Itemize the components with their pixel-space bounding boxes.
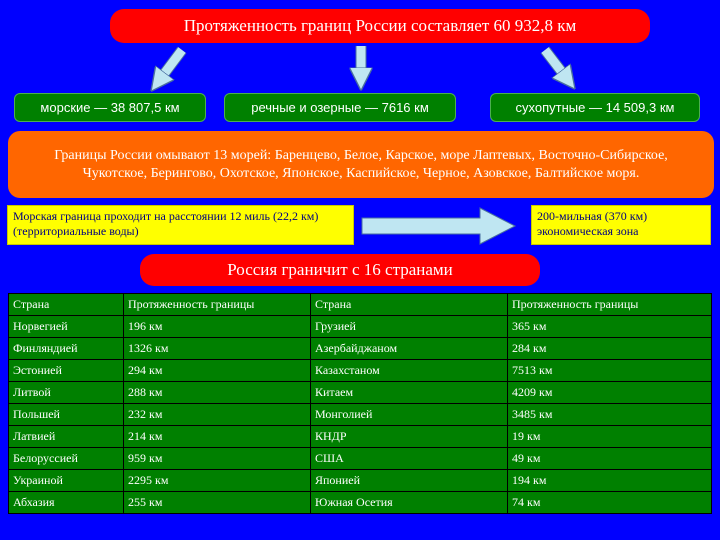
economic-zone-note [531,205,711,245]
table-row [9,338,712,360]
table-row [9,492,712,514]
sea-border-note-text: Морская граница проходит на расстоянии 12 миль (22,2 км) (территориальные воды) [13,209,319,238]
length-cell: 49 км [508,448,712,470]
sea-border-note [7,205,354,245]
length-cell: 7513 км [508,360,712,382]
country-cell: Норвегией [9,316,124,338]
length-cell: 232 км [124,404,311,426]
length-cell: 196 км [124,316,311,338]
length-cell: 3485 км [508,404,712,426]
length-cell: 288 км [124,382,311,404]
table-row [9,382,712,404]
header-cell-country: Страна [311,294,508,316]
table-row [9,360,712,382]
header-cell-length: Протяженность границы [124,294,311,316]
border-length-table [8,293,712,514]
country-cell: Белоруссией [9,448,124,470]
table-row [9,404,712,426]
country-cell: Абхазия [9,492,124,514]
seas-box [8,131,714,198]
length-cell: 294 км [124,360,311,382]
seas-text: Границы России омывают 13 морей: Баренцево, Белое, Карское, море Лаптевых, Восточно-Сибирское, Чукотское, Берингово, Охотское, Японское, Каспийское, Черное, Азовское, Балтийское моря. [54,147,668,181]
sea-border-box [14,93,206,122]
arrow-to-land-icon [545,50,568,80]
table-row [9,426,712,448]
country-cell: Казахстаном [311,360,508,382]
country-cell: Японией [311,470,508,492]
table-header-row [9,294,712,316]
header-cell-length: Протяженность границы [508,294,712,316]
country-cell: Грузией [311,316,508,338]
country-cell: Латвией [9,426,124,448]
country-cell: Литвой [9,382,124,404]
arrow-to-sea-icon [158,50,182,82]
neighbors-heading-text: Россия граничит с 16 странами [227,260,453,279]
country-cell: Украиной [9,470,124,492]
header-cell-country: Страна [9,294,124,316]
length-cell: 2295 км [124,470,311,492]
length-cell: 1326 км [124,338,311,360]
country-cell: Монголией [311,404,508,426]
length-cell: 284 км [508,338,712,360]
country-cell: США [311,448,508,470]
country-cell: Финляндией [9,338,124,360]
title-text: Протяженность границ России составляет 60 932,8 км [183,16,577,35]
country-cell: Китаем [311,382,508,404]
country-cell: Эстонией [9,360,124,382]
length-cell: 214 км [124,426,311,448]
length-cell: 4209 км [508,382,712,404]
length-cell: 255 км [124,492,311,514]
length-cell: 19 км [508,426,712,448]
length-cell: 365 км [508,316,712,338]
country-cell: Азербайджаном [311,338,508,360]
neighbors-heading [140,254,540,286]
length-cell: 74 км [508,492,712,514]
length-cell: 194 км [508,470,712,492]
economic-zone-note-text: 200-мильная (370 км) экономическая зона [537,209,648,238]
country-cell: КНДР [311,426,508,448]
sea-border-label: морские — 38 807,5 км [40,100,180,115]
country-cell: Польшей [9,404,124,426]
river-border-box [224,93,456,122]
river-border-label: речные и озерные — 7616 км [251,100,429,115]
land-border-box [490,93,700,122]
country-cell: Южная Осетия [311,492,508,514]
length-cell: 959 км [124,448,311,470]
land-border-label: сухопутные — 14 509,3 км [515,100,675,115]
arrow-to-economic-zone-icon [362,208,515,244]
table-row [9,470,712,492]
table-row [9,448,712,470]
table-row [9,316,712,338]
